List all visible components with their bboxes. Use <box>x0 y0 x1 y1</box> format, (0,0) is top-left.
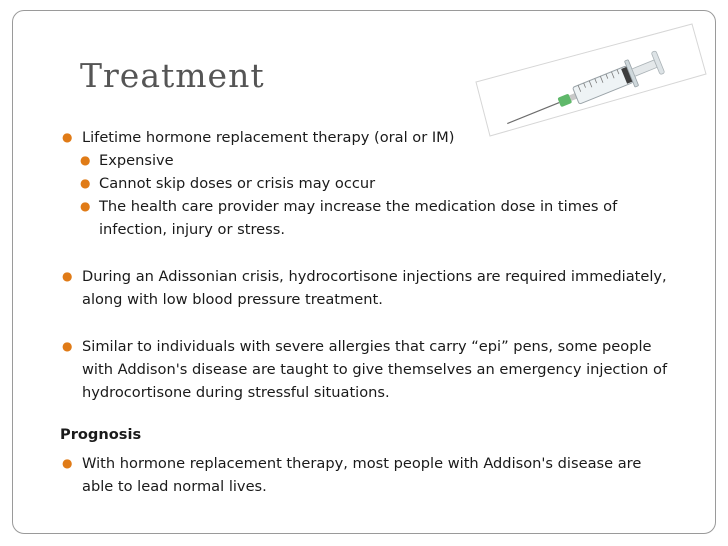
bullet-text: The health care provider may increase the medication dose in times of infection, injury or stress. <box>99 198 618 238</box>
bullet-icon: ● <box>80 199 91 213</box>
bullet-text: With hormone replacement therapy, most people with Addison's disease are able to lead normal lives. <box>82 455 642 495</box>
prognosis-heading: Prognosis <box>60 426 142 443</box>
spacer <box>60 311 670 335</box>
slide-title: Treatment <box>80 56 265 95</box>
bullet-text: Lifetime hormone replacement therapy (oral or IM) <box>82 129 455 146</box>
bullet-text: Expensive <box>99 152 174 169</box>
bullet-item <box>60 452 670 498</box>
bullet-icon: ● <box>80 153 91 167</box>
sub-bullet-item <box>79 172 670 195</box>
slide-content <box>60 126 670 498</box>
spacer <box>60 241 670 265</box>
bullet-item <box>60 265 670 311</box>
spacer <box>60 404 670 423</box>
bullet-item <box>60 126 670 149</box>
bullet-item <box>60 335 670 404</box>
bullet-icon: ● <box>62 456 73 470</box>
bullet-text: During an Adissonian crisis, hydrocortisone injections are required immediately, along with low blood pressure treatment. <box>82 268 667 308</box>
bullet-icon: ● <box>62 130 73 144</box>
bullet-text: Similar to individuals with severe allergies that carry “epi” pens, some people with Addison's disease are taught to give themselves an emergency injection of hydrocortisone during stressful situations. <box>82 338 668 401</box>
bullet-icon: ● <box>80 176 91 190</box>
sub-bullet-item <box>79 149 670 172</box>
bullet-icon: ● <box>62 339 73 353</box>
sub-bullet-item <box>79 195 670 241</box>
bullet-icon: ● <box>62 269 73 283</box>
bullet-text: Cannot skip doses or crisis may occur <box>99 175 376 192</box>
